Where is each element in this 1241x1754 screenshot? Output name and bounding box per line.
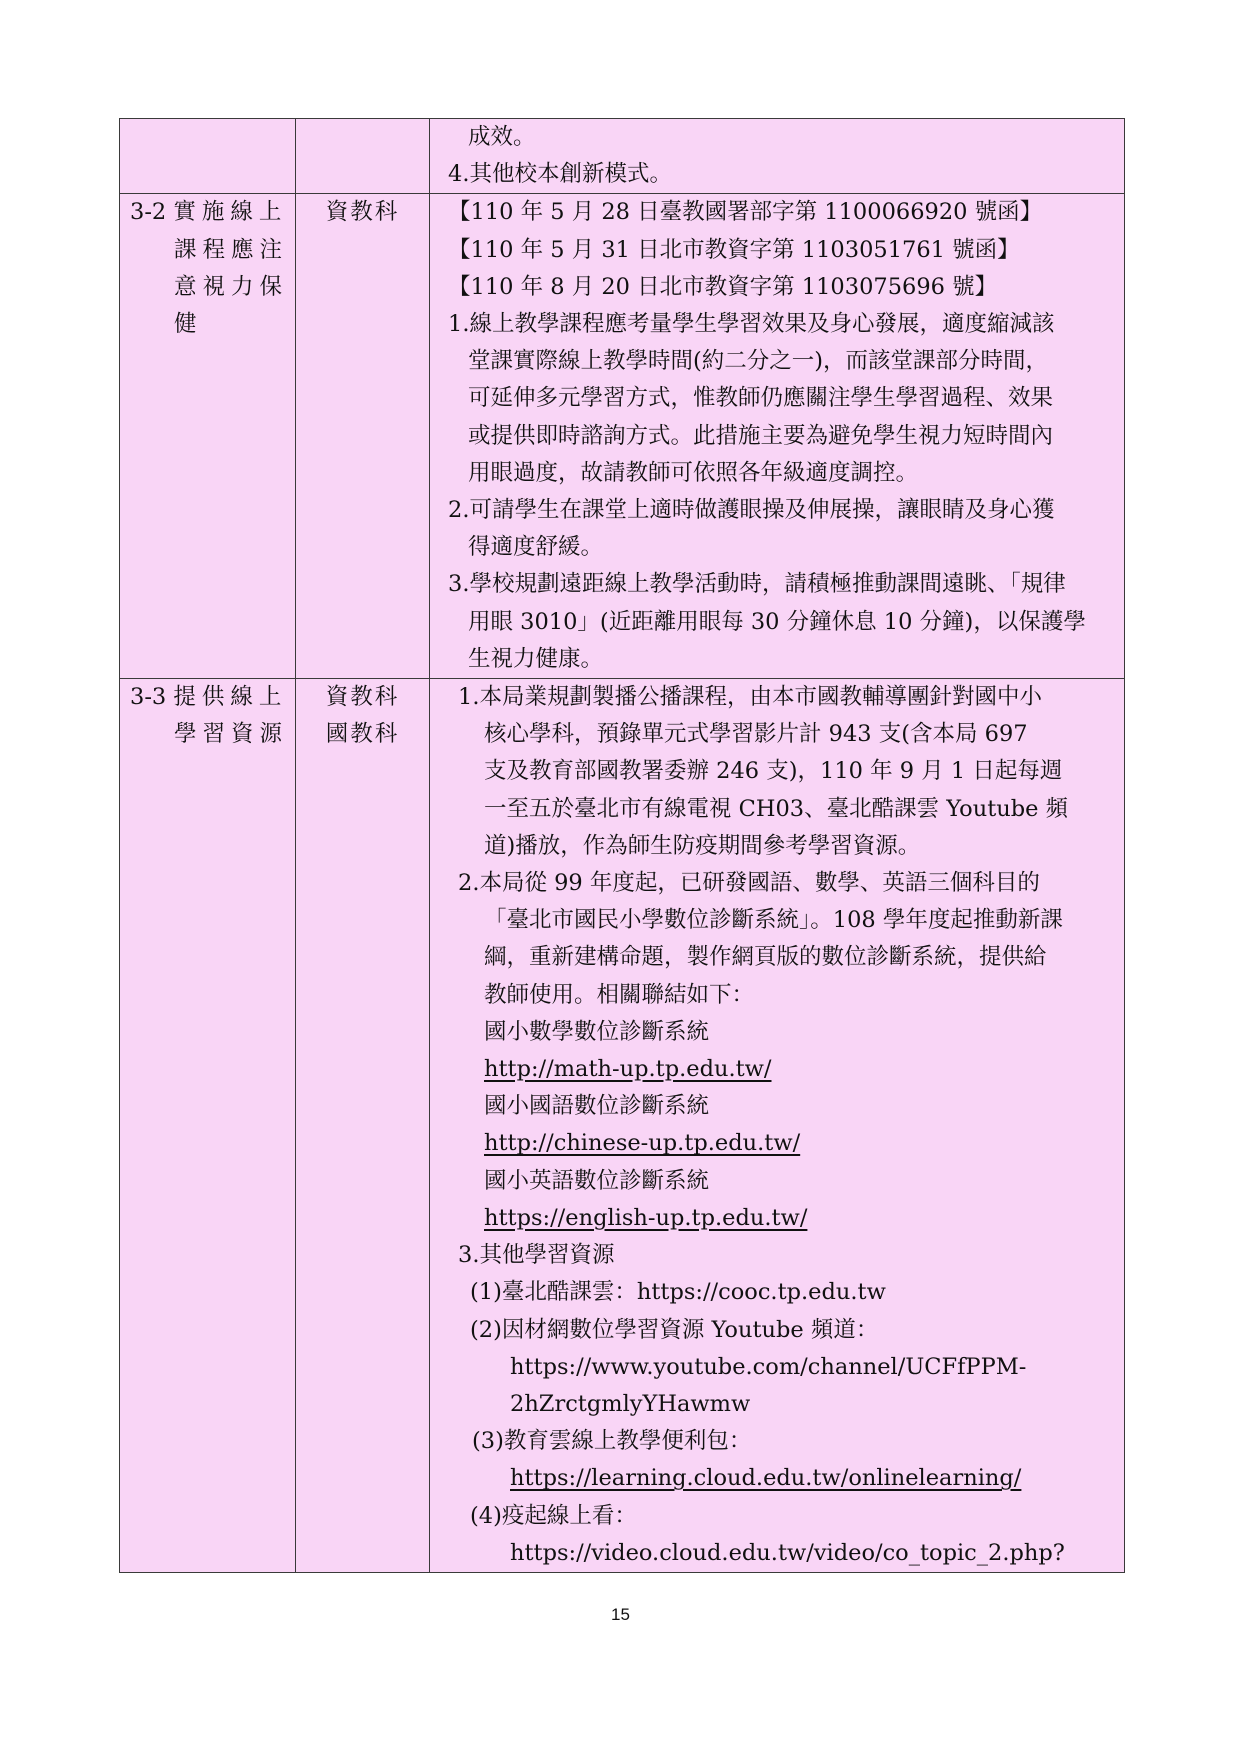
content-line: 綱，重新建構命題，製作網頁版的數位診斷系統，提供給: [484, 944, 1047, 971]
item-title-part: 課程應注: [174, 236, 289, 263]
content-line: 【110 年 8 月 20 日北市教資字第 1103075696 號】: [448, 273, 998, 300]
measures-table: [119, 118, 1125, 1573]
english-diagnosis-link[interactable]: https://english-up.tp.edu.tw/: [484, 1204, 808, 1231]
content-line: (4)疫起線上看：: [470, 1502, 637, 1529]
content-line: 「臺北市國民小學數位診斷系統」。108 學年度起推動新課: [484, 907, 1063, 934]
content-line: 國小英語數位診斷系統: [484, 1167, 710, 1194]
content-line: 支及教育部國教署委辦 246 支)，110 年 9 月 1 日起每週: [484, 758, 1063, 785]
item-cell: [120, 194, 296, 679]
table-row-3-2: [120, 194, 1125, 679]
content-line: 用眼過度，故請教師可依照各年級適度調控。: [468, 459, 919, 486]
content-cell: [430, 679, 1125, 1573]
item-id: 3-3: [130, 684, 167, 711]
page-number: 15: [611, 1605, 630, 1624]
item-title-part: 提供線上: [173, 684, 288, 711]
content-line: 國小數學數位診斷系統: [484, 1018, 710, 1045]
content-line: 國小國語數位診斷系統: [484, 1093, 710, 1120]
content-line: 得適度舒緩。: [468, 534, 604, 561]
dept-label: 國教科: [325, 721, 400, 748]
table-row-3-3: [120, 679, 1125, 1573]
content-line: https://www.youtube.com/channel/UCFfPPM-: [510, 1353, 1027, 1380]
dept-label: 資教科: [325, 199, 400, 226]
content-line: 道)播放，作為師生防疫期間參考學習資源。: [484, 832, 921, 859]
dept-cell-empty: [296, 119, 430, 194]
content-line: 生視力健康。: [468, 645, 604, 672]
content-line: 2hZrctgmlyYHawmw: [510, 1390, 751, 1417]
content-line: 3.學校規劃遠距線上教學活動時，請積極推動課間遠眺、「規律: [448, 571, 1066, 598]
item-title-part: 學習資源: [174, 721, 289, 748]
online-learning-link[interactable]: https://learning.cloud.edu.tw/onlinelearning/: [510, 1465, 1022, 1492]
content-line: 核心學科，預錄單元式學習影片計 943 支(含本局 697: [484, 721, 1028, 748]
content-line: 用眼 3010」(近距離用眼每 30 分鐘休息 10 分鐘)，以保護學: [468, 608, 1086, 635]
content-line: (3)教育雲線上教學便利包：: [472, 1428, 752, 1455]
content-line: 堂課實際線上教學時間(約二分之一)，而該堂課部分時間，: [468, 348, 1049, 375]
content-line: 教師使用。相關聯結如下：: [484, 981, 755, 1008]
content-line: 2.本局從 99 年度起，已研發國語、數學、英語三個科目的: [458, 870, 1040, 897]
content-line: 4.其他校本創新模式。: [448, 161, 672, 188]
content-line: 【110 年 5 月 28 日臺教國署部字第 1100066920 號函】: [448, 199, 1043, 226]
item-cell-empty: [120, 119, 296, 194]
content-line: (1)臺北酷課雲：https://cooc.tp.edu.tw: [470, 1279, 886, 1306]
content-cell: [430, 119, 1125, 194]
item-title-part: 意視力保: [174, 273, 289, 300]
content-line: 可延伸多元學習方式，惟教師仍應關注學生學習過程、效果: [468, 385, 1054, 412]
item-title-line: [130, 194, 289, 231]
content-cell: [430, 194, 1125, 679]
content-line: 1.本局業規劃製播公播課程，由本市國教輔導團針對國中小: [458, 684, 1042, 711]
item-id: 3-2: [130, 199, 167, 226]
chinese-diagnosis-link[interactable]: http://chinese-up.tp.edu.tw/: [484, 1130, 801, 1157]
content-line: 一至五於臺北市有線電視 CH03、臺北酷課雲 Youtube 頻: [484, 795, 1069, 822]
item-title-line: [130, 679, 289, 716]
content-line: 【110 年 5 月 31 日北市教資字第 1103051761 號函】: [448, 236, 1020, 263]
table-row-continued: [120, 119, 1125, 194]
content-line: (2)因材網數位學習資源 Youtube 頻道：: [470, 1316, 879, 1343]
item-title-part: 健: [174, 311, 203, 338]
math-diagnosis-link[interactable]: http://math-up.tp.edu.tw/: [484, 1056, 772, 1083]
content-line: 3.其他學習資源: [458, 1242, 615, 1269]
content-line: 1.線上教學課程應考量學生學習效果及身心發展，適度縮減該: [448, 311, 1055, 338]
dept-cell: [296, 679, 430, 1573]
item-title-part: 實施線上: [173, 199, 288, 226]
content-line: 或提供即時諮詢方式。此措施主要為避免學生視力短時間內: [468, 422, 1054, 449]
item-cell: [120, 679, 296, 1573]
content-line: https://video.cloud.edu.tw/video/co_topic_2.php?: [510, 1539, 1065, 1566]
dept-label: 資教科: [325, 684, 400, 711]
content-line: 成效。: [468, 124, 536, 150]
content-line: 2.可請學生在課堂上適時做護眼操及伸展操，讓眼睛及身心獲: [448, 497, 1055, 524]
dept-cell: [296, 194, 430, 679]
